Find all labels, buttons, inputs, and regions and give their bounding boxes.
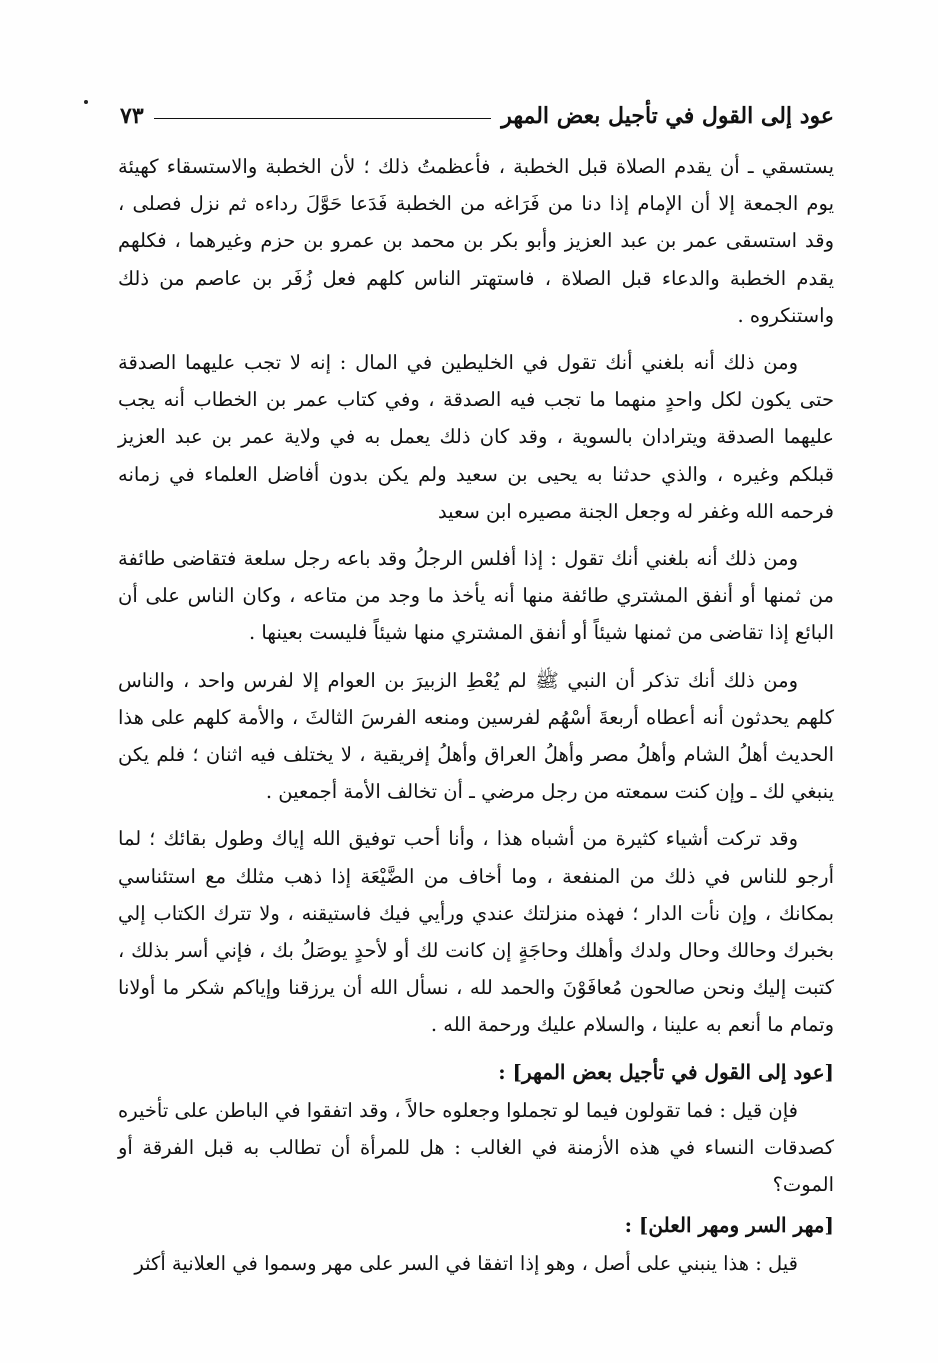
paragraph-7: قيل : هذا ينبني على أصل ، وهو إذا اتفقا في السر على مهر وسموا في العلانية أكثر bbox=[134, 1252, 798, 1276]
running-header-title: عود إلى القول في تأجيل بعض المهر bbox=[501, 103, 834, 129]
paragraph-1: يستسقي ـ أن يقدم الصلاة قبل الخطبة ، فأعظمتُ ذلك ؛ لأن الخطبة والاستسقاء كهيئة يوم الجمعة إلا أن الإمام إذا دنا من فَرَاغه من الخطبة فَدَعا حَوَّلَ رداءه ثم نزل فصلى ، وقد استسقى عمر بن عبد العزيز وأبو بكر بن محمد بن عمرو بن حزم وغيرهما ، فكلهم يقدم الخطبة والدعاء قبل الصلاة ، فاستهتر الناس كلهم فعل زُفَر بن عاصم من ذلك واستنكروه . bbox=[118, 155, 834, 327]
header-rule bbox=[154, 118, 492, 119]
main-text bbox=[118, 148, 834, 1292]
paragraph-6: فإن قيل : فما تقولون فيما لو تجملوا وجعلوه حالاً ، وقد اتفقوا في الباطن على تأخيره كصدقات النساء في هذه الأزمنة في الغالب : هل للمرأة أن تطالب به قبل الفرقة أو الموت؟ bbox=[118, 1098, 834, 1197]
paragraph-4: ومن ذلك أنك تذكر أن النبي ﷺ لم يُعْطِ الزبيرَ بن العوام إلا لفرس واحد ، والناس كلهم يحدثون أنه أعطاه أربعةَ أسْهُم لفرسين ومنعه الفرسَ الثالثَ ، والأمة كلهم على هذا الحديث أهلُ الشام وأهلُ مصر وأهلُ العراق وأهلُ إفريقية ، لا يختلف فيه اثنان ؛ فلم يكن ينبغي لك ـ وإن كنت سمعته من رجل مرضي ـ أن تخالف الأمة أجمعين . bbox=[118, 668, 834, 804]
paragraph-3: ومن ذلك أنه بلغني أنك تقول : إذا أفلس الرجلُ وقد باعه رجل سلعة فتقاضى طائفة من ثمنها أو أنفق المشتري طائفة منها أنه يأخذ ما وجد من متاعه ، وكان الناس على أن البائع إذا تقاضى من ثمنها شيئاً أو أنفق المشتري منها شيئاً فليست بعينها . bbox=[118, 547, 834, 645]
section-heading-secret-public-dower: [مهر السر ومهر العلن] : bbox=[624, 1213, 834, 1238]
page-number: ٧٣ bbox=[120, 103, 144, 129]
section-heading-deferred-dower: [عود إلى القول في تأجيل بعض المهر] : bbox=[498, 1059, 834, 1084]
running-header bbox=[120, 96, 834, 136]
paragraph-2: ومن ذلك أنه بلغني أنك تقول في الخليطين في المال : إنه لا تجب عليهما الصدقة حتى يكون لكل واحدٍ منهما ما تجب فيه الصدقة ، وفي كتاب عمر بن الخطاب أنه يجب عليهما الصدقة ويترادان بالسوية ، وقد كان ذلك يعمل به في ولاية عمر بن عبد العزيز قبلكم وغيره ، والذي حدثنا به يحيى بن سعيد ولم يكن بدون أفاضل العلماء في زمانه فرحمه الله وغفر له وجعل الجنة مصيره ابن سعيد bbox=[118, 351, 834, 523]
paragraph-5: وقد تركت أشياء كثيرة من أشباه هذا ، وأنا أحب توفيق الله إياك وطول بقائك ؛ لما أرجو للناس في ذلك من المنفعة ، وما أخاف من الضَّيْعَة إذا ذهب مثلك مع استئناسي بمكانك ، وإن نأت الدار ؛ فهذه منزلتك عندي ورأيي فيك فاستيقنه ، ولا تترك الكتاب إلي بخبرك وحالك وحال ولدك وأهلك وحاجَةٍ إن كانت لك أو لأحدٍ يوصَلُ بك ، فإني أسر بذلك ، كتبت إليك ونحن صالحون مُعافَوْنَ والحمد لله ، نسأل الله أن يرزقنا وإياكم شكر ما أولانا وتمام ما أنعم به علينا ، والسلام عليك ورحمة الله . bbox=[118, 827, 834, 1037]
margin-dot bbox=[84, 100, 88, 104]
